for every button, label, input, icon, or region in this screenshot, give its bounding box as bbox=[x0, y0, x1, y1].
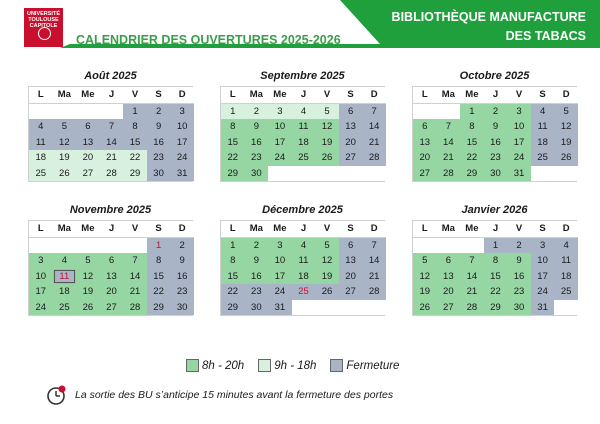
day-cell: 28 bbox=[362, 284, 386, 300]
day-cell: 2 bbox=[245, 104, 269, 120]
day-cell: 24 bbox=[170, 150, 194, 166]
empty-cell bbox=[554, 166, 578, 182]
day-cell: 8 bbox=[221, 253, 245, 269]
day-cell: 1 bbox=[221, 104, 245, 120]
day-cell: 16 bbox=[245, 135, 269, 151]
day-cell: 24 bbox=[268, 284, 292, 300]
day-cell: 15 bbox=[460, 135, 484, 151]
day-cell: 20 bbox=[76, 150, 100, 166]
day-cell: 20 bbox=[413, 150, 437, 166]
day-cell: 4 bbox=[292, 238, 316, 254]
weekday-header: D bbox=[170, 87, 194, 104]
empty-cell bbox=[53, 238, 77, 254]
day-cell: 4 bbox=[53, 253, 77, 269]
day-cell: 8 bbox=[221, 119, 245, 135]
day-cell: 27 bbox=[413, 166, 437, 182]
weekday-header: Ma bbox=[437, 87, 461, 104]
weekday-header: V bbox=[315, 87, 339, 104]
day-cell: 1 bbox=[484, 238, 508, 254]
day-cell: 8 bbox=[147, 253, 171, 269]
empty-cell bbox=[292, 300, 316, 316]
day-cell: 4 bbox=[29, 119, 53, 135]
month-calendar bbox=[220, 68, 385, 182]
day-cell: 30 bbox=[245, 166, 269, 182]
day-cell: 22 bbox=[484, 284, 508, 300]
empty-cell bbox=[76, 104, 100, 120]
day-cell: 25 bbox=[292, 150, 316, 166]
day-cell: 3 bbox=[507, 104, 531, 120]
month-calendar bbox=[28, 202, 193, 316]
weekday-header: S bbox=[531, 221, 555, 238]
day-cell: 19 bbox=[413, 284, 437, 300]
day-cell: 13 bbox=[339, 253, 363, 269]
day-cell: 5 bbox=[315, 238, 339, 254]
day-cell: 9 bbox=[507, 253, 531, 269]
library-name: BIBLIOTHÈQUE MANUFACTURE DES TABACS bbox=[391, 10, 586, 43]
day-cell: 20 bbox=[339, 269, 363, 285]
day-cell: 11 bbox=[292, 253, 316, 269]
weekday-header: J bbox=[100, 221, 124, 238]
day-cell: 5 bbox=[554, 104, 578, 120]
empty-cell bbox=[460, 238, 484, 254]
weekday-header: V bbox=[507, 221, 531, 238]
day-cell: 6 bbox=[437, 253, 461, 269]
day-cell: 15 bbox=[484, 269, 508, 285]
weekday-header: D bbox=[554, 221, 578, 238]
day-cell: 25 bbox=[554, 284, 578, 300]
weekday-header: Me bbox=[460, 87, 484, 104]
day-cell: 7 bbox=[460, 253, 484, 269]
weekday-header: D bbox=[362, 221, 386, 238]
day-cell: 26 bbox=[413, 300, 437, 316]
legend-swatch-short bbox=[258, 359, 271, 372]
weekday-header: V bbox=[507, 87, 531, 104]
day-cell: 19 bbox=[315, 135, 339, 151]
day-cell: 11 bbox=[554, 253, 578, 269]
day-cell: 28 bbox=[460, 300, 484, 316]
day-cell: 7 bbox=[362, 238, 386, 254]
empty-cell bbox=[362, 300, 386, 316]
weekday-header: Ma bbox=[53, 221, 77, 238]
day-cell: 3 bbox=[170, 104, 194, 120]
day-cell: 30 bbox=[147, 166, 171, 182]
empty-cell bbox=[53, 104, 77, 120]
day-cell: 21 bbox=[123, 284, 147, 300]
empty-cell bbox=[123, 238, 147, 254]
weekday-header: Ma bbox=[245, 221, 269, 238]
empty-cell bbox=[268, 166, 292, 182]
day-cell: 27 bbox=[76, 166, 100, 182]
day-cell: 21 bbox=[362, 135, 386, 151]
day-cell: 10 bbox=[507, 119, 531, 135]
day-cell: 25 bbox=[531, 150, 555, 166]
day-cell: 21 bbox=[100, 150, 124, 166]
day-cell: 27 bbox=[437, 300, 461, 316]
legend bbox=[186, 359, 413, 372]
day-cell: 6 bbox=[339, 238, 363, 254]
empty-cell bbox=[29, 104, 53, 120]
month-grid bbox=[28, 220, 193, 316]
day-cell: 29 bbox=[221, 166, 245, 182]
day-cell: 28 bbox=[362, 150, 386, 166]
day-cell: 5 bbox=[76, 253, 100, 269]
weekday-header: L bbox=[29, 221, 53, 238]
day-cell: 24 bbox=[531, 284, 555, 300]
empty-cell bbox=[413, 238, 437, 254]
day-cell: 14 bbox=[362, 119, 386, 135]
day-cell: 4 bbox=[554, 238, 578, 254]
header-banner bbox=[0, 0, 600, 60]
weekday-header: L bbox=[221, 87, 245, 104]
day-cell: 4 bbox=[292, 104, 316, 120]
day-cell: 13 bbox=[413, 135, 437, 151]
weekday-header: D bbox=[554, 87, 578, 104]
day-cell: 20 bbox=[437, 284, 461, 300]
day-cell: 1 bbox=[221, 238, 245, 254]
day-cell: 14 bbox=[437, 135, 461, 151]
day-cell: 22 bbox=[147, 284, 171, 300]
day-cell: 26 bbox=[315, 284, 339, 300]
empty-cell bbox=[339, 166, 363, 182]
day-cell: 25 bbox=[292, 284, 316, 300]
day-cell: 19 bbox=[554, 135, 578, 151]
weekday-header: Ma bbox=[437, 221, 461, 238]
day-cell: 19 bbox=[315, 269, 339, 285]
day-cell: 23 bbox=[170, 284, 194, 300]
day-cell: 24 bbox=[507, 150, 531, 166]
month-title: Janvier 2026 bbox=[461, 204, 528, 216]
empty-cell bbox=[531, 166, 555, 182]
month-title: Décembre 2025 bbox=[262, 204, 343, 216]
day-cell: 19 bbox=[53, 150, 77, 166]
day-cell: 28 bbox=[437, 166, 461, 182]
day-cell: 16 bbox=[245, 269, 269, 285]
day-cell: 20 bbox=[100, 284, 124, 300]
day-cell: 29 bbox=[123, 166, 147, 182]
day-cell: 3 bbox=[531, 238, 555, 254]
month-title: Août 2025 bbox=[84, 70, 137, 82]
day-cell: 12 bbox=[554, 119, 578, 135]
day-cell: 8 bbox=[123, 119, 147, 135]
day-cell: 23 bbox=[507, 284, 531, 300]
day-cell: 23 bbox=[484, 150, 508, 166]
day-cell: 15 bbox=[147, 269, 171, 285]
day-cell: 13 bbox=[100, 269, 124, 285]
day-cell: 25 bbox=[53, 300, 77, 316]
month-title: Octobre 2025 bbox=[459, 70, 530, 82]
day-cell: 4 bbox=[531, 104, 555, 120]
day-cell: 5 bbox=[315, 104, 339, 120]
day-cell: 18 bbox=[292, 269, 316, 285]
day-cell: 12 bbox=[315, 119, 339, 135]
day-cell: 6 bbox=[339, 104, 363, 120]
month-grid bbox=[412, 86, 577, 182]
month-title: Septembre 2025 bbox=[260, 70, 345, 82]
empty-cell bbox=[76, 238, 100, 254]
day-cell: 18 bbox=[53, 284, 77, 300]
day-cell: 3 bbox=[268, 238, 292, 254]
day-cell: 14 bbox=[123, 269, 147, 285]
day-cell: 17 bbox=[268, 269, 292, 285]
day-cell: 11 bbox=[292, 119, 316, 135]
day-cell: 26 bbox=[315, 150, 339, 166]
day-cell: 30 bbox=[507, 300, 531, 316]
weekday-header: Me bbox=[268, 87, 292, 104]
day-cell: 24 bbox=[268, 150, 292, 166]
day-cell: 3 bbox=[29, 253, 53, 269]
legend-item-short: 9h - 18h bbox=[258, 359, 316, 372]
day-cell: 24 bbox=[29, 300, 53, 316]
day-cell: 18 bbox=[531, 135, 555, 151]
month-grid bbox=[220, 86, 385, 182]
day-cell: 23 bbox=[245, 284, 269, 300]
weekday-header: J bbox=[292, 87, 316, 104]
weekday-header: Ma bbox=[245, 87, 269, 104]
day-cell: 26 bbox=[53, 166, 77, 182]
day-cell: 22 bbox=[123, 150, 147, 166]
day-cell: 21 bbox=[362, 269, 386, 285]
day-cell: 30 bbox=[484, 166, 508, 182]
day-cell: 9 bbox=[245, 119, 269, 135]
day-cell: 31 bbox=[268, 300, 292, 316]
day-cell: 11 bbox=[29, 135, 53, 151]
day-cell: 8 bbox=[484, 253, 508, 269]
day-cell: 18 bbox=[292, 135, 316, 151]
day-cell: 16 bbox=[147, 135, 171, 151]
legend-item-open: 8h - 20h bbox=[186, 359, 244, 372]
day-cell: 25 bbox=[29, 166, 53, 182]
page-title: CALENDRIER DES OUVERTURES 2025-2026 bbox=[76, 33, 341, 47]
university-crest-icon bbox=[38, 27, 51, 40]
day-cell: 1 bbox=[147, 238, 171, 254]
day-cell: 7 bbox=[437, 119, 461, 135]
empty-cell bbox=[100, 104, 124, 120]
day-cell: 29 bbox=[147, 300, 171, 316]
day-cell: 9 bbox=[245, 253, 269, 269]
empty-cell bbox=[554, 300, 578, 316]
empty-cell bbox=[100, 238, 124, 254]
day-cell: 19 bbox=[76, 284, 100, 300]
weekday-header: V bbox=[123, 87, 147, 104]
day-cell: 15 bbox=[221, 269, 245, 285]
empty-cell bbox=[29, 238, 53, 254]
month-grid bbox=[28, 86, 193, 182]
day-cell: 18 bbox=[29, 150, 53, 166]
empty-cell bbox=[339, 300, 363, 316]
day-cell: 8 bbox=[460, 119, 484, 135]
day-cell: 21 bbox=[437, 150, 461, 166]
day-cell: 11 bbox=[531, 119, 555, 135]
weekday-header: J bbox=[100, 87, 124, 104]
day-cell: 27 bbox=[339, 284, 363, 300]
weekday-header: Me bbox=[460, 221, 484, 238]
weekday-header: Me bbox=[76, 87, 100, 104]
weekday-header: L bbox=[221, 221, 245, 238]
day-cell: 31 bbox=[170, 166, 194, 182]
day-cell: 13 bbox=[76, 135, 100, 151]
weekday-header: S bbox=[339, 221, 363, 238]
day-cell: 18 bbox=[554, 269, 578, 285]
day-cell: 16 bbox=[170, 269, 194, 285]
day-cell: 16 bbox=[484, 135, 508, 151]
weekday-header: V bbox=[123, 221, 147, 238]
weekday-header: Me bbox=[76, 221, 100, 238]
day-cell: 2 bbox=[484, 104, 508, 120]
day-cell: 10 bbox=[531, 253, 555, 269]
weekday-header: S bbox=[147, 221, 171, 238]
day-cell: 10 bbox=[170, 119, 194, 135]
month-title: Novembre 2025 bbox=[69, 204, 152, 216]
day-cell: 31 bbox=[531, 300, 555, 316]
day-cell: 17 bbox=[170, 135, 194, 151]
weekday-header: S bbox=[531, 87, 555, 104]
day-cell: 26 bbox=[76, 300, 100, 316]
day-cell: 5 bbox=[413, 253, 437, 269]
month-grid bbox=[412, 220, 577, 316]
day-cell: 14 bbox=[362, 253, 386, 269]
day-cell: 28 bbox=[100, 166, 124, 182]
month-calendar bbox=[220, 202, 385, 316]
day-cell: 15 bbox=[221, 135, 245, 151]
day-cell: 7 bbox=[123, 253, 147, 269]
month-grid bbox=[220, 220, 385, 316]
day-cell: 20 bbox=[339, 135, 363, 151]
weekday-header: S bbox=[339, 87, 363, 104]
legend-swatch-open bbox=[186, 359, 199, 372]
day-cell: 27 bbox=[100, 300, 124, 316]
university-logo: UNIVERSITÉ TOULOUSE CAPITOLE bbox=[24, 8, 63, 47]
day-cell: 2 bbox=[245, 238, 269, 254]
day-cell: 16 bbox=[507, 269, 531, 285]
month-calendar bbox=[28, 68, 193, 182]
day-cell: 27 bbox=[339, 150, 363, 166]
day-cell: 2 bbox=[147, 104, 171, 120]
day-cell: 22 bbox=[460, 150, 484, 166]
day-cell: 14 bbox=[100, 135, 124, 151]
day-cell: 13 bbox=[437, 269, 461, 285]
empty-cell bbox=[362, 166, 386, 182]
day-cell: 9 bbox=[170, 253, 194, 269]
weekday-header: Ma bbox=[53, 87, 77, 104]
day-cell: 23 bbox=[147, 150, 171, 166]
day-cell: 23 bbox=[245, 150, 269, 166]
weekday-header: V bbox=[315, 221, 339, 238]
day-cell: 21 bbox=[460, 284, 484, 300]
day-cell: 26 bbox=[554, 150, 578, 166]
day-cell: 14 bbox=[460, 269, 484, 285]
day-cell: 9 bbox=[147, 119, 171, 135]
day-cell: 12 bbox=[53, 135, 77, 151]
day-cell: 12 bbox=[315, 253, 339, 269]
empty-cell bbox=[413, 104, 437, 120]
day-cell: 2 bbox=[507, 238, 531, 254]
empty-cell bbox=[292, 166, 316, 182]
day-cell: 2 bbox=[170, 238, 194, 254]
empty-cell bbox=[315, 166, 339, 182]
day-cell: 9 bbox=[484, 119, 508, 135]
empty-cell bbox=[437, 238, 461, 254]
weekday-header: L bbox=[29, 87, 53, 104]
day-cell: 7 bbox=[100, 119, 124, 135]
day-cell: 31 bbox=[507, 166, 531, 182]
weekday-header: J bbox=[484, 87, 508, 104]
day-cell: 17 bbox=[531, 269, 555, 285]
weekday-header: D bbox=[170, 221, 194, 238]
weekday-header: L bbox=[413, 221, 437, 238]
day-cell: 15 bbox=[123, 135, 147, 151]
day-cell: 30 bbox=[245, 300, 269, 316]
day-cell: 6 bbox=[100, 253, 124, 269]
day-cell: 11 bbox=[53, 269, 77, 285]
day-cell: 17 bbox=[29, 284, 53, 300]
day-cell: 10 bbox=[29, 269, 53, 285]
day-cell: 5 bbox=[53, 119, 77, 135]
day-cell: 6 bbox=[76, 119, 100, 135]
weekday-header: J bbox=[484, 221, 508, 238]
day-cell: 3 bbox=[268, 104, 292, 120]
day-cell: 10 bbox=[268, 253, 292, 269]
day-cell: 30 bbox=[170, 300, 194, 316]
day-cell: 29 bbox=[484, 300, 508, 316]
month-calendar bbox=[412, 202, 577, 316]
day-cell: 28 bbox=[123, 300, 147, 316]
empty-cell bbox=[315, 300, 339, 316]
day-cell: 7 bbox=[362, 104, 386, 120]
empty-cell bbox=[437, 104, 461, 120]
day-cell: 1 bbox=[123, 104, 147, 120]
day-cell: 17 bbox=[268, 135, 292, 151]
day-cell: 12 bbox=[76, 269, 100, 285]
day-cell: 17 bbox=[507, 135, 531, 151]
alarm-clock-icon bbox=[45, 384, 67, 406]
month-calendar bbox=[412, 68, 577, 182]
legend-item-closed: Fermeture bbox=[330, 359, 399, 372]
day-cell: 29 bbox=[221, 300, 245, 316]
day-cell: 22 bbox=[221, 284, 245, 300]
day-cell: 12 bbox=[413, 269, 437, 285]
weekday-header: D bbox=[362, 87, 386, 104]
day-cell: 10 bbox=[268, 119, 292, 135]
weekday-header: S bbox=[147, 87, 171, 104]
closing-note: La sortie des BU s’anticipe 15 minutes avant la fermeture des portes bbox=[45, 384, 393, 406]
day-cell: 13 bbox=[339, 119, 363, 135]
day-cell: 1 bbox=[460, 104, 484, 120]
weekday-header: J bbox=[292, 221, 316, 238]
day-cell: 22 bbox=[221, 150, 245, 166]
day-cell: 6 bbox=[413, 119, 437, 135]
day-cell: 29 bbox=[460, 166, 484, 182]
legend-swatch-closed bbox=[330, 359, 343, 372]
weekday-header: L bbox=[413, 87, 437, 104]
weekday-header: Me bbox=[268, 221, 292, 238]
